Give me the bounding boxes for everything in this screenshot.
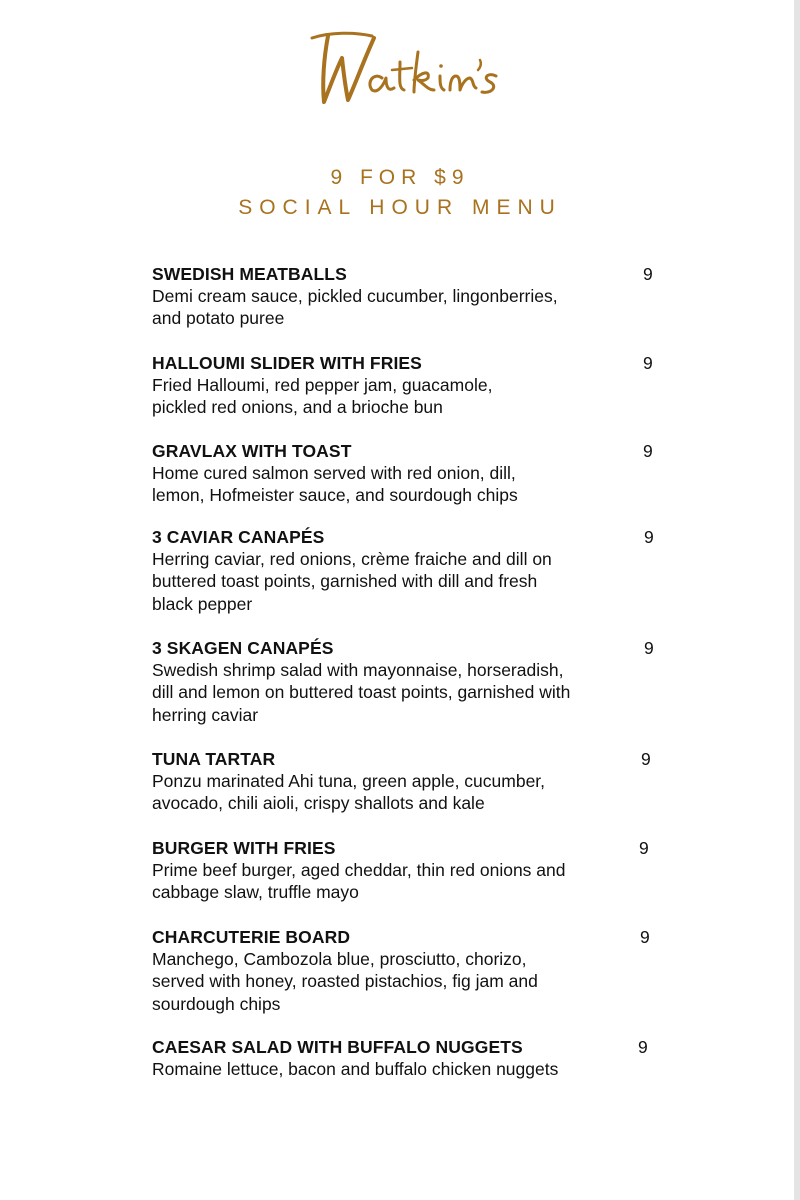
menu-item-description: Ponzu marinated Ahi tuna, green apple, cucumber, avocado, chili aioli, crispy shallots and kale: [152, 771, 546, 814]
menu-item-description: Manchego, Cambozola blue, prosciutto, chorizo, served with honey, roasted pistachios, fig jam and sourdough chips: [152, 949, 538, 1014]
menu-item-name: HALLOUMI SLIDER WITH FRIES: [152, 353, 422, 373]
menu-item-name: 3 SKAGEN CANAPÉS: [152, 638, 334, 658]
menu-item-name: BURGER WITH FRIES: [152, 838, 336, 858]
menu-item-price: 9: [641, 749, 651, 769]
menu-item-description: Prime beef burger, aged cheddar, thin red onions and cabbage slaw, truffle mayo: [152, 860, 566, 903]
menu-item-price: 9: [643, 353, 653, 373]
menu-item-price: 9: [644, 527, 654, 547]
menu-item-name: GRAVLAX WITH TOAST: [152, 441, 352, 461]
menu-item-price: 9: [643, 441, 653, 461]
menu-item-price: 9: [640, 927, 650, 947]
menu-item-description: Herring caviar, red onions, crème fraiche and dill on buttered toast points, garnished with dill and fresh black pepper: [152, 549, 552, 614]
menu-item: [152, 926, 650, 1015]
menu-item-description: Romaine lettuce, bacon and buffalo chicken nuggets: [152, 1059, 559, 1079]
menu-item-name: 3 CAVIAR CANAPÉS: [152, 527, 325, 547]
menu-item: [152, 440, 653, 507]
menu-item: [152, 837, 649, 904]
menu-item-price: 9: [639, 838, 649, 858]
menu-item-description: Home cured salmon served with red onion, dill, lemon, Hofmeister sauce, and sourdough chips: [152, 463, 518, 506]
menu-item-description: Swedish shrimp salad with mayonnaise, horseradish, dill and lemon on buttered toast points, garnished with herring caviar: [152, 660, 571, 725]
menu-item-name: CAESAR SALAD WITH BUFFALO NUGGETS: [152, 1037, 523, 1057]
menu-item: [152, 352, 653, 419]
menu-item-name: CHARCUTERIE BOARD: [152, 927, 351, 947]
menu-item-price: 9: [638, 1037, 648, 1057]
menu-item-description: Fried Halloumi, red pepper jam, guacamole, pickled red onions, and a brioche bun: [152, 375, 493, 418]
brand-logo-script: [300, 22, 510, 112]
menu-item: [152, 748, 651, 815]
menu-item-price: 9: [644, 638, 654, 658]
menu-item-name: TUNA TARTAR: [152, 749, 276, 769]
menu-item: [152, 1036, 648, 1080]
menu-item-description: Demi cream sauce, pickled cucumber, lingonberries, and potato puree: [152, 286, 558, 329]
menu-title-line1: 9 FOR $9: [330, 166, 470, 189]
menu-item-name: SWEDISH MEATBALLS: [152, 264, 347, 284]
brand-logo: [300, 22, 510, 112]
menu-title-line2: SOCIAL HOUR MENU: [238, 196, 562, 219]
menu-item: [152, 526, 654, 615]
menu-item-price: 9: [643, 264, 653, 284]
menu-item: [152, 263, 653, 330]
menu-item: [152, 637, 654, 726]
